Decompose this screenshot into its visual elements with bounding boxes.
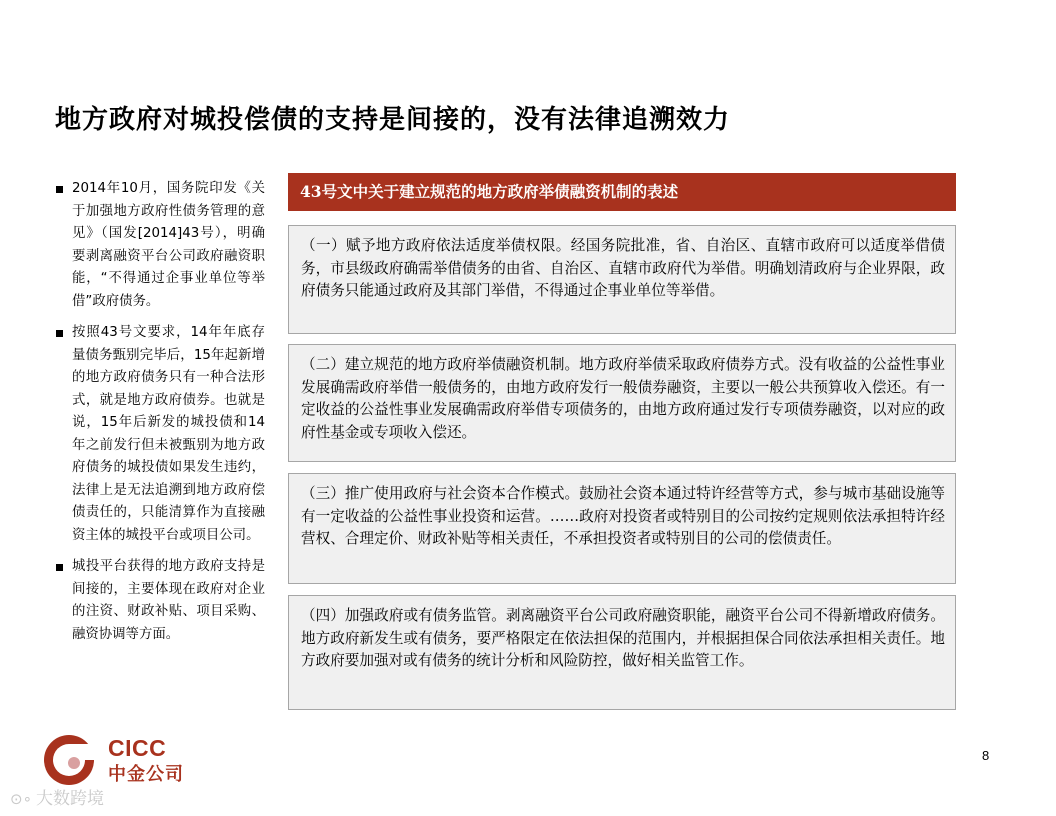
watermark-logo-icon: ⊙∘ [10, 790, 32, 808]
bullet-text: 按照43号文要求，14年年底存量债务甄别完毕后，15年起新增的地方政府债务只有一种合法形式，就是地方政府债券。也就是说，15年后新发的城投债和14年之前发行但未被甄别为地方政府债务的城投债如果发生违约，法律上是无法追溯到地方政府偿债责任的，只能清算作为直接融资主体的城投平台或项目公司。 [72, 325, 265, 543]
bullet-text: 2014年10月，国务院印发《关于加强地方政府性债务管理的意见》（国发[2014]43号），明确要剥离融资平台公司政府融资职能，“不得通过企事业单位等举借”政府债务。 [72, 181, 265, 309]
section-header: 43号文中关于建立规范的地方政府举债融资机制的表述 [288, 173, 956, 211]
bullet-square-icon [56, 330, 63, 337]
bullet-square-icon [56, 564, 63, 571]
bullet-text: 城投平台获得的地方政府支持是间接的，主要体现在政府对企业的注资、财政补贴、项目采购、融资协调等方面。 [72, 559, 265, 642]
page-number: 8 [982, 748, 990, 763]
logo-text-en: CICC [108, 735, 167, 761]
bullet-item [55, 178, 265, 313]
text-box-3: （三）推广使用政府与社会资本合作模式。鼓励社会资本通过特许经营等方式，参与城市基础设施等有一定收益的公益性事业投资和运营。……政府对投资者或特别目的公司按约定规则依法承担特许经营权、合理定价、财政补贴等相关责任，不承担投资者或特别目的公司的偿债责任。 [288, 473, 956, 584]
bullet-list [55, 178, 265, 655]
bullet-square-icon [56, 186, 63, 193]
text-box-2: （二）建立规范的地方政府举债融资机制。地方政府举债采取政府债券方式。没有收益的公益性事业发展确需政府举借一般债务的，由地方政府发行一般债券融资，主要以一般公共预算收入偿还。有一定收益的公益性事业发展确需政府举借专项债务的，由地方政府通过发行专项债券融资，以对应的政府性基金或专项收入偿还。 [288, 344, 956, 462]
watermark [10, 784, 104, 809]
watermark-text: 大数跨境 [35, 789, 104, 809]
page-title: 地方政府对城投偿债的支持是间接的，没有法律追溯效力 [55, 105, 731, 135]
text-box-4: （四）加强政府或有债务监管。剥离融资平台公司政府融资职能，融资平台公司不得新增政府债务。地方政府新发生或有债务，要严格限定在依法担保的范围内，并根据担保合同依法承担相关责任。地方政府要加强对或有债务的统计分析和风险防控，做好相关监管工作。 [288, 595, 956, 710]
bullet-item [55, 322, 265, 547]
bullet-item [55, 556, 265, 646]
logo-text-cn: 中金公司 [108, 764, 184, 785]
text-box-1: （一）赋予地方政府依法适度举债权限。经国务院批准，省、自治区、直辖市政府可以适度举借债务，市县级政府确需举借债务的由省、自治区、直辖市政府代为举借。明确划清政府与企业界限，政府债务只能通过政府及其部门举借，不得通过企事业单位等举借。 [288, 225, 956, 334]
